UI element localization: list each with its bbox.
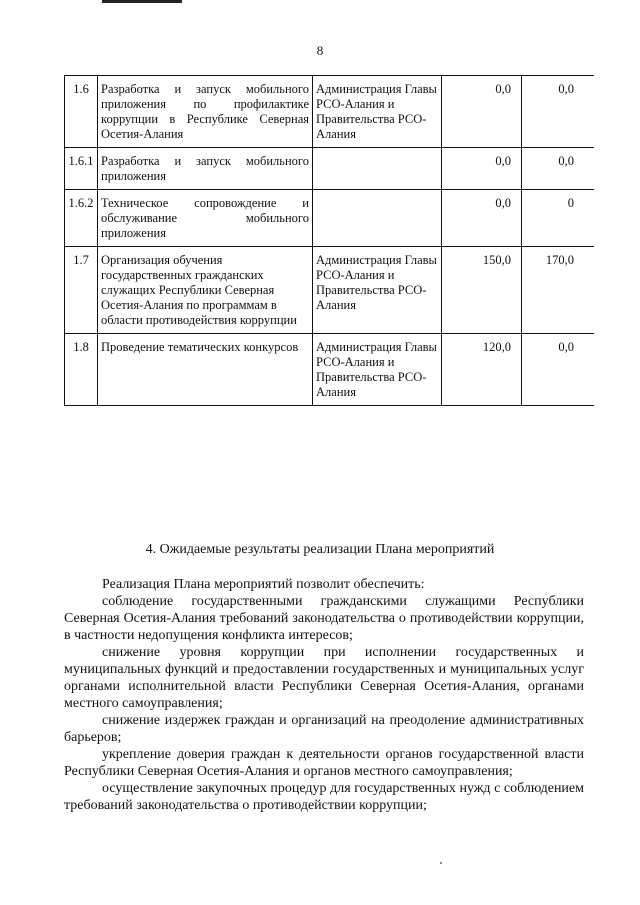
funding-value-1: 150,0 [442, 247, 522, 334]
measure-title: Техническое сопровождение и обслуживание мобильного приложения [98, 190, 313, 247]
funding-value-1: 120,0 [442, 334, 522, 406]
funding-value-2: 170,0 [522, 247, 595, 334]
scan-top-mark [102, 0, 182, 3]
scan-artifact [440, 862, 442, 864]
funding-value-1: 0,0 [442, 148, 522, 190]
row-number: 1.7 [65, 247, 98, 334]
paragraph: снижение уровня коррупции при исполнении государственных и муниципальных функций и предоставлении государственных и муниципальных услуг органами исполнительной власти Республики Северная Осетия-Алания, органами местного самоуправления; [64, 645, 584, 711]
funding-value-2: 0,0 [522, 334, 595, 406]
row-number: 1.6 [65, 76, 98, 148]
paragraph: осуществление закупочных процедур для государственных нужд с соблюдением требований законодательства о противодействии коррупции; [64, 781, 584, 813]
row-number: 1.6.2 [65, 190, 98, 247]
funding-value-2: 0,0 [522, 76, 595, 148]
table-row [65, 334, 595, 406]
measures-table [64, 75, 594, 406]
funding-value-2: 0 [522, 190, 595, 247]
measure-title: Разработка и запуск мобильного приложения [98, 148, 313, 190]
paragraph: соблюдение государственными гражданскими служащими Республики Северная Осетия-Алания требований законодательства о противодействии коррупции, в частности недопущения конфликта интересов; [64, 594, 584, 643]
funding-value-1: 0,0 [442, 190, 522, 247]
executor: Администрация Главы РСО-Алания и Правительства РСО-Алания [313, 76, 442, 148]
funding-value-2: 0,0 [522, 148, 595, 190]
executor: Администрация Главы РСО-Алания и Правительства РСО-Алания [313, 334, 442, 406]
funding-value-1: 0,0 [442, 76, 522, 148]
executor: Администрация Главы РСО-Алания и Правительства РСО-Алания [313, 247, 442, 334]
measure-title: Организация обучения государственных гражданских служащих Республики Северная Осетия-Алания по программам в области противодействия коррупции [98, 247, 313, 334]
row-number: 1.6.1 [65, 148, 98, 190]
table-row [65, 148, 595, 190]
table-row [65, 247, 595, 334]
paragraph: снижение издержек граждан и организаций на преодоление административных барьеров; [64, 713, 584, 745]
table-row [65, 190, 595, 247]
executor [313, 148, 442, 190]
paragraph: Реализация Плана мероприятий позволит обеспечить: [102, 577, 425, 592]
measure-title: Проведение тематических конкурсов [98, 334, 313, 406]
measure-title: Разработка и запуск мобильного приложения по профилактике коррупции в Республике Северная Осетия-Алания [98, 76, 313, 148]
row-number: 1.8 [65, 334, 98, 406]
executor [313, 190, 442, 247]
page-number: 8 [316, 43, 324, 58]
paragraph: укрепление доверия граждан к деятельности органов государственной власти Республики Северная Осетия-Алания и органов местного самоуправления; [64, 747, 584, 779]
table-row [65, 76, 595, 148]
section-heading: 4. Ожидаемые результаты реализации Плана мероприятий [145, 542, 495, 557]
section-body [64, 576, 584, 814]
